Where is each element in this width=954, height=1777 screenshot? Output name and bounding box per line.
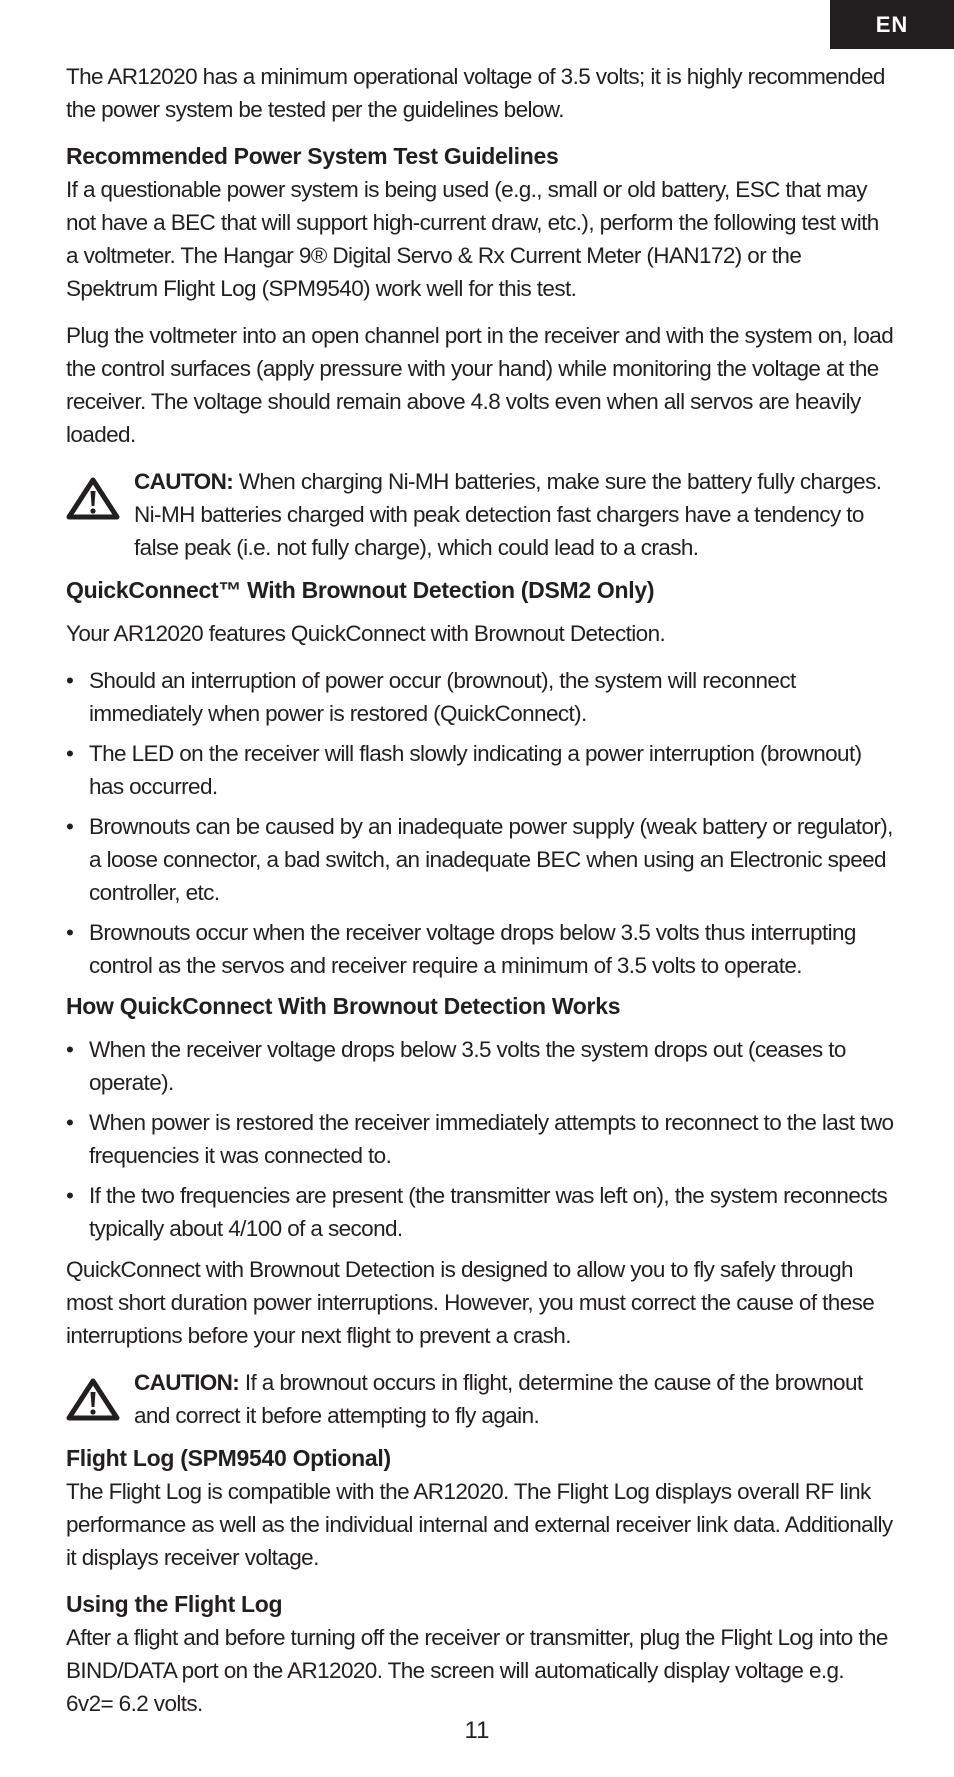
section-heading-using-flight-log: Using the Flight Log: [66, 1591, 283, 1617]
quickconnect-intro: Your AR12020 features QuickConnect with Brownout Detection.: [66, 621, 666, 646]
caution-body: When charging Ni-MH batteries, make sure the battery fully charges. Ni-MH batteries charged with peak detection fast chargers have a tendency to false peak (i.e. not fully charge), which could lead to a crash.: [134, 469, 882, 560]
language-tab: EN: [830, 0, 954, 49]
caution-block-brownout: [66, 1366, 894, 1432]
page-number: 11: [464, 1717, 490, 1744]
caution-label: CAUTION:: [134, 1370, 240, 1395]
section-heading-test-guidelines: Recommended Power System Test Guidelines: [66, 143, 559, 169]
caution-text-brownout: [134, 1366, 894, 1432]
section-heading-how-it-works: How QuickConnect With Brownout Detection Works: [66, 993, 621, 1019]
list-item: • When the receiver voltage drops below 3.5 volts the system drops out (ceases to operate).: [66, 1033, 894, 1099]
warning-triangle-icon: [66, 1366, 134, 1431]
list-item: • If the two frequencies are present (the transmitter was left on), the system reconnects typically about 4/100 of a second.: [66, 1179, 894, 1245]
intro-paragraph: The AR12020 has a minimum operational voltage of 3.5 volts; it is highly recommended the power system be tested per the guidelines below.: [66, 64, 885, 122]
section-heading-quickconnect: QuickConnect™ With Brownout Detection (DSM2 Only): [66, 577, 655, 603]
quickconnect-bullet-list: [66, 664, 894, 982]
list-item: • The LED on the receiver will flash slowly indicating a power interruption (brownout) has occurred.: [66, 737, 894, 803]
warning-triangle-icon: [66, 465, 134, 530]
list-item: • Should an interruption of power occur (brownout), the system will reconnect immediately when power is restored (QuickConnect).: [66, 664, 894, 730]
caution-block-nimh: [66, 465, 894, 564]
section-heading-flight-log: Flight Log (SPM9540 Optional): [66, 1445, 391, 1471]
how-it-works-bullet-list: [66, 1033, 894, 1245]
caution-text-nimh: [134, 465, 894, 564]
page-content: [66, 60, 894, 1734]
list-item: • When power is restored the receiver immediately attempts to reconnect to the last two frequencies it was connected to.: [66, 1106, 894, 1172]
list-item: • Brownouts can be caused by an inadequate power supply (weak battery or regulator), a loose connector, a bad switch, an inadequate BEC when using an Electronic speed controller, etc.: [66, 810, 894, 909]
flight-log-paragraph: The Flight Log is compatible with the AR12020. The Flight Log displays overall RF link performance as well as the individual internal and external receiver link data. Additionally it displays receiver voltage.: [66, 1479, 893, 1570]
how-it-works-paragraph: QuickConnect with Brownout Detection is designed to allow you to fly safely through most short duration power interruptions. However, you must correct the cause of these interruptions before your next flight to prevent a crash.: [66, 1257, 875, 1348]
test-guidelines-paragraph-1: If a questionable power system is being used (e.g., small or old battery, ESC that may not have a BEC that will support high-current draw, etc.), perform the following test with a voltmeter. The Hangar 9® Digital Servo & Rx Current Meter (HAN172) or the Spektrum Flight Log (SPM9540) work well for this test.: [66, 177, 879, 301]
caution-body: If a brownout occurs in flight, determine the cause of the brownout and correct it before attempting to fly again.: [134, 1370, 863, 1428]
list-item: • Brownouts occur when the receiver voltage drops below 3.5 volts thus interrupting control as the servos and receiver require a minimum of 3.5 volts to operate.: [66, 916, 894, 982]
test-guidelines-paragraph-2: Plug the voltmeter into an open channel port in the receiver and with the system on, load the control surfaces (apply pressure with your hand) while monitoring the voltage at the receiver. The voltage should remain above 4.8 volts even when all servos are heavily loaded.: [66, 323, 894, 447]
using-flight-log-paragraph: After a flight and before turning off the receiver or transmitter, plug the Flight Log into the BIND/DATA port on the AR12020. The screen will automatically display voltage e.g. 6v2= 6.2 volts.: [66, 1625, 888, 1716]
caution-label: CAUTON:: [134, 469, 234, 494]
